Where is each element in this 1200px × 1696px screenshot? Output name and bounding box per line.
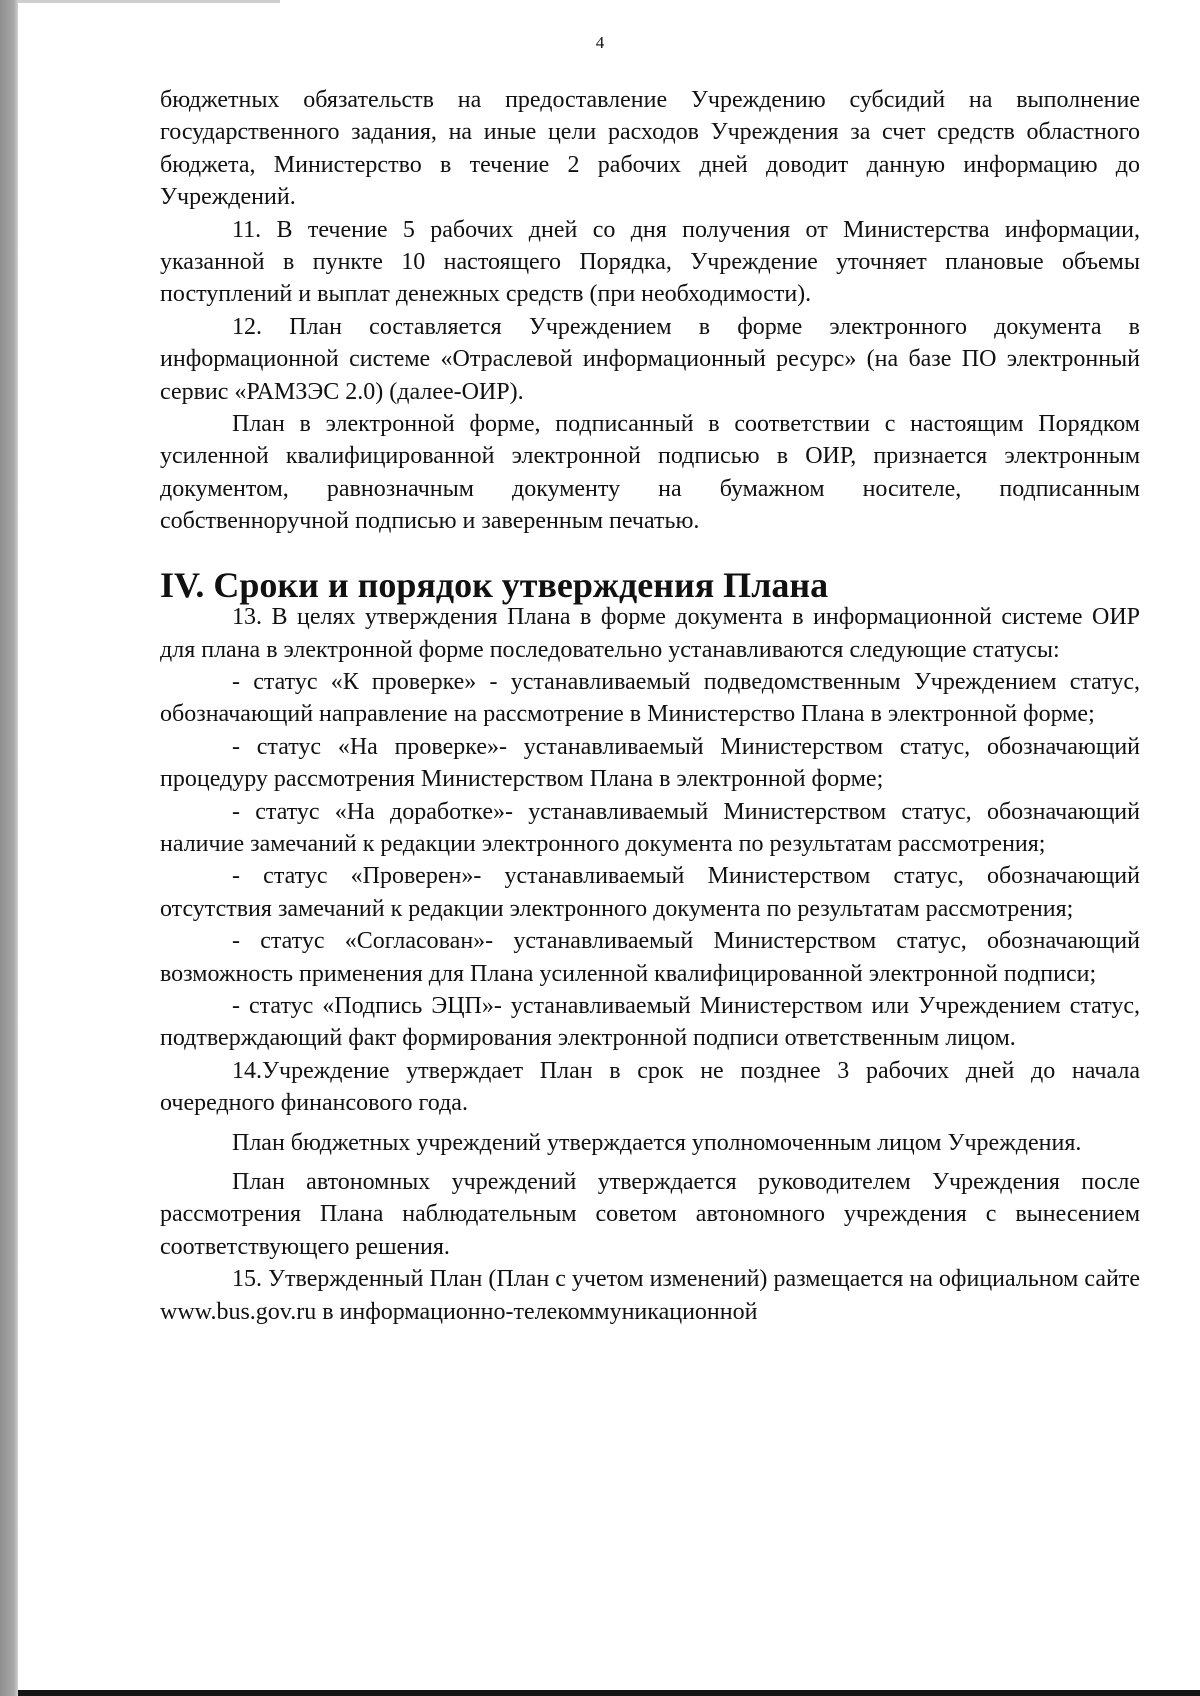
paragraph-13: 13. В целях утверждения Плана в форме документа в информационной системе ОИР для плана в электронной форме последовательно устанавливаются следующие статусы: (160, 604, 1140, 663)
section-heading: IV. Сроки и порядок утверждения Плана (160, 564, 829, 605)
paragraph-14-autonomous: План автономных учреждений утверждается руководителем Учреждения после рассмотрения Плана наблюдательным советом автономного учреждения с вынесением соответствующего решения. (160, 1169, 1140, 1260)
paragraph-14-budget: План бюджетных учреждений утверждается уполномоченным лицом Учреждения. (232, 1129, 1082, 1156)
paragraph-12-signature: План в электронной форме, подписанный в соответствии с настоящим Порядком усиленной квалифицированной электронной подписью в ОИР, признается электронным документом, равнозначным документу на бумажном носителе, подписанным собственноручной подписью и заверенным печатью. (160, 411, 1140, 535)
scan-left-edge (0, 0, 18, 1696)
status-item-podpis-ecp: - статус «Подпись ЭЦП»- устанавливаемый Министерством или Учреждением статус, подтверждающий факт формирования электронной подписи ответственным лицом. (160, 992, 1140, 1052)
paragraph-continuation: бюджетных обязательств на предоставление Учреждению субсидий на выполнение государственного задания, на иные цели расходов Учреждения за счет средств областного бюджета, Министерство в течение 2 рабочих дней доводит данную информацию до Учреждений. (160, 87, 1140, 211)
status-item-k-proverke: - статус «К проверке» - устанавливаемый подведомственным Учреждением статус, обозначающий направление на рассмотрение в Министерство Плана в электронной форме; (160, 668, 1140, 728)
paragraph-12: 12. План составляется Учреждением в форме электронного документа в информационной системе «Отраслевой информационный ресурс» (на базе ПО электронный сервис «РАМЗЭС 2.0) (далее-ОИР). (160, 313, 1140, 405)
scan-bottom-edge (18, 1690, 1200, 1696)
paragraph-14: 14.Учреждение утверждает План в срок не позднее 3 рабочих дней до начала очередного финансового года. (160, 1057, 1140, 1117)
status-item-proveren: - статус «Проверен»- устанавливаемый Министерством статус, обозначающий отсутствия замечаний к редакции электронного документа по результатам рассмотрения; (160, 863, 1140, 922)
status-item-na-proverke: - статус «На проверке»- устанавливаемый Министерством статус, обозначающий процедуру рассмотрения Министерством Плана в электронной форме; (160, 733, 1140, 793)
scan-top-edge (18, 0, 280, 3)
status-item-na-dorabotke: - статус «На доработке»- устанавливаемый Министерством статус, обозначающий наличие замечаний к редакции электронного документа по результатам рассмотрения; (160, 798, 1140, 857)
paragraph-11: 11. В течение 5 рабочих дней со дня получения от Министерства информации, указанной в пункте 10 настоящего Порядка, Учреждение уточняет плановые объемы поступлений и выплат денежных средств (при необходимости). (160, 216, 1140, 308)
page-number: 4 (595, 33, 605, 52)
document-body (160, 84, 1140, 1328)
paragraph-15: 15. Утвержденный План (План с учетом изменений) размещается на официальном сайте www.bus.gov.ru в информационно-телекоммуникационной (160, 1266, 1140, 1325)
status-item-soglasovan: - статус «Согласован»- устанавливаемый Министерством статус, обозначающий возможность применения для Плана усиленной квалифицированной электронной подписи; (160, 928, 1140, 987)
